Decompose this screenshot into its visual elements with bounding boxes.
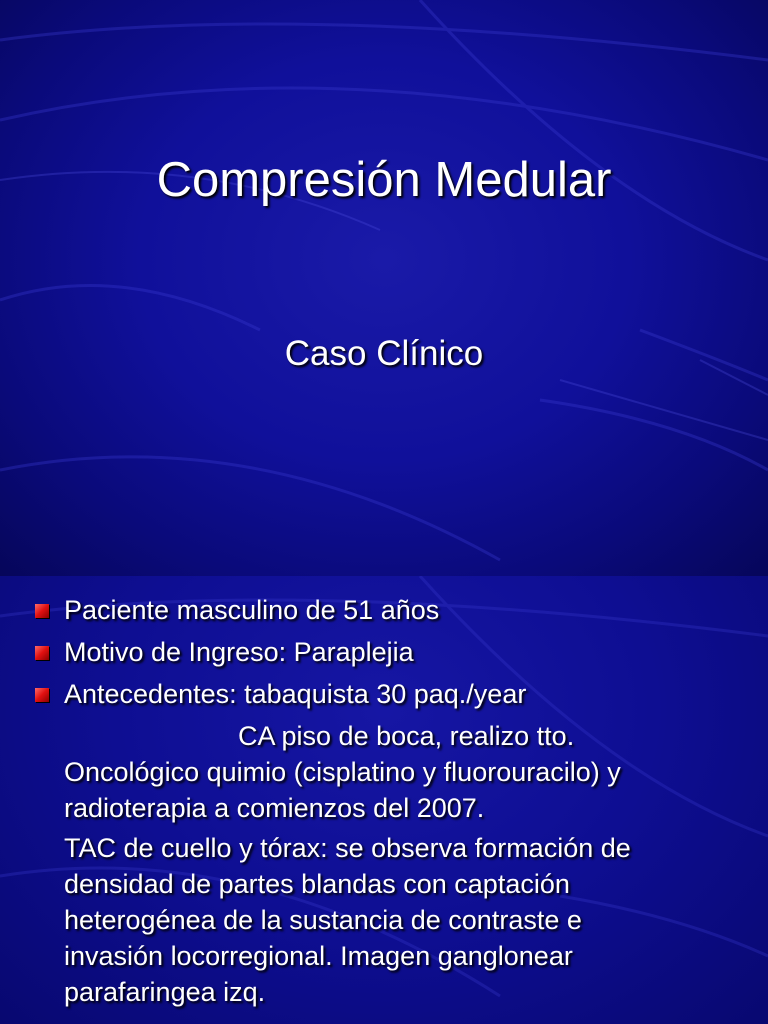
text-line: heterogénea de la sustancia de contraste e bbox=[64, 905, 582, 935]
slide-title: Compresión Medular bbox=[156, 153, 612, 207]
bullet-item bbox=[0, 676, 768, 718]
square-bullet-icon bbox=[35, 646, 49, 660]
antecedentes-continuation bbox=[0, 718, 768, 826]
square-bullet-icon bbox=[35, 604, 49, 618]
bullet-item bbox=[0, 592, 768, 634]
bullet-text: Antecedentes: tabaquista 30 paq./year bbox=[64, 679, 527, 709]
text-line: parafaringea izq. bbox=[64, 977, 266, 1007]
slide-subtitle: Caso Clínico bbox=[284, 334, 484, 373]
content-slide bbox=[0, 576, 768, 1024]
bullet-text: Motivo de Ingreso: Paraplejia bbox=[64, 637, 414, 667]
text-line: Oncológico quimio (cisplatino y fluorouracilo) y bbox=[64, 757, 621, 787]
bullet-item bbox=[0, 634, 768, 676]
tac-paragraph bbox=[0, 830, 768, 1010]
square-bullet-icon bbox=[35, 688, 49, 702]
text-line: radioterapia a comienzos del 2007. bbox=[64, 793, 485, 823]
text-line: CA piso de boca, realizo tto. bbox=[238, 721, 575, 751]
text-line: densidad de partes blandas con captación bbox=[64, 869, 570, 899]
slide-content bbox=[0, 592, 768, 1010]
text-line: TAC de cuello y tórax: se observa formación de bbox=[64, 833, 631, 863]
bullet-text: Paciente masculino de 51 años bbox=[64, 595, 440, 625]
text-line: invasión locorregional. Imagen ganglonear bbox=[64, 941, 573, 971]
